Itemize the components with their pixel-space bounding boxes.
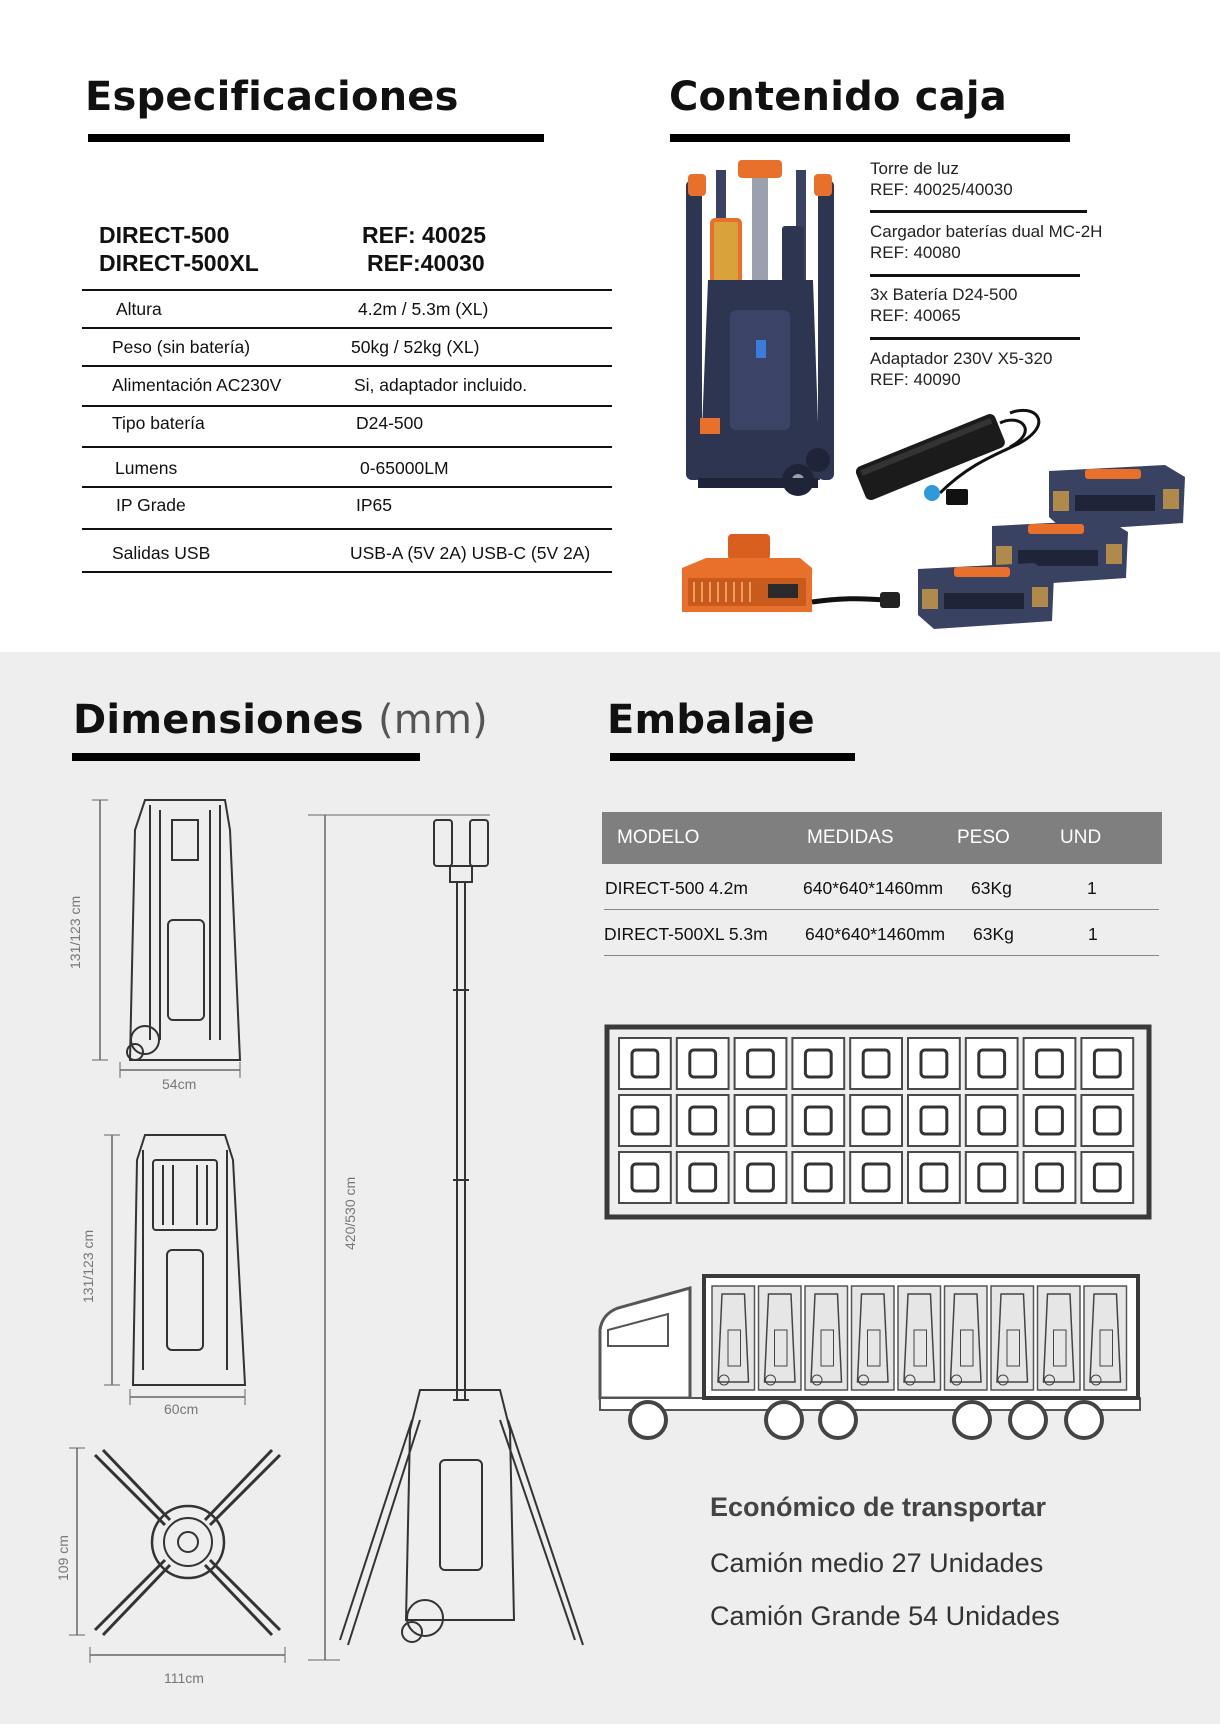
- pallet-unit: [921, 1164, 947, 1191]
- truck-wheel: [820, 1402, 856, 1438]
- packaging-title-underline: [610, 753, 855, 761]
- pallet-unit: [863, 1107, 889, 1134]
- pallet-unit: [1037, 1050, 1063, 1077]
- pallet-unit: [632, 1164, 658, 1191]
- packaging-table-header: [602, 812, 1162, 864]
- top-width-label: 111cm: [164, 1670, 204, 1686]
- header-und: UND: [1060, 827, 1102, 848]
- pallet-unit: [921, 1107, 947, 1134]
- pallet-unit: [632, 1050, 658, 1077]
- spec-model-1: DIRECT-500: [99, 222, 230, 248]
- pallet-unit: [1094, 1164, 1120, 1191]
- cell-und: 1: [1087, 878, 1097, 898]
- spec-row: [82, 530, 612, 573]
- spec-row: [82, 367, 612, 407]
- spec-value: D24-500: [356, 413, 424, 433]
- box-item: [870, 348, 1052, 390]
- truck-unit: [898, 1286, 941, 1390]
- transport-title: Económico de transportar: [710, 1492, 1047, 1522]
- truck-diagram: [598, 1270, 1144, 1440]
- extended-height-label: 420/530 cm: [342, 1176, 358, 1250]
- box-divider: [870, 210, 1087, 213]
- truck-wheel: [766, 1402, 802, 1438]
- pallet-grid-diagram: [604, 1024, 1152, 1220]
- truck-unit: [712, 1286, 755, 1390]
- spec-key: Salidas USB: [112, 543, 211, 563]
- box-item-name: Torre de luz: [870, 159, 959, 178]
- pallet-unit: [748, 1107, 774, 1134]
- truck-wheel: [630, 1402, 666, 1438]
- box-item-ref: REF: 40080: [870, 243, 961, 262]
- pallet-unit: [863, 1050, 889, 1077]
- truck-unit: [945, 1286, 988, 1390]
- spec-ref-2: REF:40030: [367, 250, 485, 276]
- pallet-unit: [805, 1164, 831, 1191]
- dimensions-title: [73, 697, 488, 743]
- spec-row: [82, 291, 612, 329]
- battery-image: [914, 553, 1059, 633]
- pallet-unit: [1037, 1107, 1063, 1134]
- front-width-label: 54cm: [162, 1076, 197, 1092]
- cell-peso: 63Kg: [971, 878, 1012, 898]
- packaging-table-row: [604, 864, 1159, 910]
- truck-wheel: [954, 1402, 990, 1438]
- spec-row: [82, 448, 612, 488]
- spec-value: 4.2m / 5.3m (XL): [358, 299, 489, 319]
- cell-medidas: 640*640*1460mm: [805, 924, 946, 944]
- box-item-ref: REF: 40065: [870, 306, 961, 325]
- dimensions-unit: (mm): [377, 697, 488, 743]
- box-item: [870, 158, 1013, 200]
- truck-wheel: [1066, 1402, 1102, 1438]
- pallet-unit: [805, 1107, 831, 1134]
- truck-unit: [1038, 1286, 1081, 1390]
- header-peso: PESO: [957, 827, 1010, 848]
- truck-unit: [852, 1286, 895, 1390]
- box-item: [870, 221, 1102, 263]
- header-medidas: MEDIDAS: [807, 827, 894, 848]
- spec-ref-1: REF: 40025: [362, 222, 487, 248]
- box-divider: [870, 337, 1080, 340]
- spec-value: 50kg / 52kg (XL): [351, 337, 480, 357]
- pallet-unit: [690, 1050, 716, 1077]
- header-modelo: MODELO: [617, 827, 700, 848]
- spec-value: 0-65000LM: [360, 458, 449, 478]
- top-height-label: 109 cm: [55, 1535, 71, 1581]
- specs-title-underline: [88, 134, 544, 142]
- charger-image: [680, 528, 910, 628]
- side-width-label: 60cm: [164, 1401, 199, 1417]
- spec-key: Altura: [116, 299, 162, 319]
- truck-unit: [805, 1286, 848, 1390]
- truck-unit: [1084, 1286, 1127, 1390]
- cell-und: 1: [1088, 924, 1098, 944]
- truck-unit: [991, 1286, 1034, 1390]
- pallet-unit: [921, 1050, 947, 1077]
- specs-title: Especificaciones: [85, 74, 459, 120]
- spec-value: Si, adaptador incluido.: [354, 375, 528, 395]
- pallet-unit: [979, 1050, 1005, 1077]
- box-item: [870, 284, 1017, 326]
- truck-unit: [759, 1286, 802, 1390]
- box-item-ref: REF: 40090: [870, 370, 961, 389]
- side-view-drawing: [75, 1120, 265, 1410]
- spec-row: [82, 329, 612, 367]
- packaging-table-row: [604, 910, 1159, 956]
- cell-modelo: DIRECT-500 4.2m: [605, 878, 748, 898]
- spec-model-2: DIRECT-500XL: [99, 250, 259, 276]
- box-title: Contenido caja: [669, 74, 1007, 120]
- pallet-unit: [805, 1050, 831, 1077]
- spec-row: [82, 407, 612, 448]
- pallet-unit: [1094, 1107, 1120, 1134]
- spec-value: IP65: [356, 495, 392, 515]
- pallet-unit: [748, 1050, 774, 1077]
- pallet-unit: [1037, 1164, 1063, 1191]
- cell-peso: 63Kg: [973, 924, 1014, 944]
- side-height-label: 131/123 cm: [80, 1229, 96, 1303]
- truck-wheel: [1010, 1402, 1046, 1438]
- pallet-unit: [979, 1164, 1005, 1191]
- pallet-unit: [632, 1107, 658, 1134]
- transport-line-2: Camión Grande 54 Unidades: [710, 1601, 1060, 1631]
- spec-key: Tipo batería: [112, 413, 205, 433]
- pallet-unit: [1094, 1050, 1120, 1077]
- box-item-ref: REF: 40025/40030: [870, 180, 1013, 199]
- box-divider: [870, 274, 1080, 277]
- spec-value: USB-A (5V 2A) USB-C (5V 2A): [350, 543, 591, 563]
- adapter-image: [850, 403, 1050, 508]
- spec-key: Alimentación AC230V: [112, 375, 282, 395]
- front-height-label: 131/123 cm: [67, 895, 83, 969]
- cell-medidas: 640*640*1460mm: [803, 878, 944, 898]
- spec-key: IP Grade: [116, 495, 186, 515]
- light-tower-image: [668, 160, 853, 525]
- box-item-name: 3x Batería D24-500: [870, 285, 1018, 304]
- box-title-underline: [670, 134, 1070, 142]
- pallet-unit: [979, 1107, 1005, 1134]
- pallet-unit: [748, 1164, 774, 1191]
- spec-row: [82, 488, 612, 530]
- dimensions-title-text: Dimensiones: [73, 697, 364, 743]
- cell-modelo: DIRECT-500XL 5.3m: [604, 924, 768, 944]
- spec-key: Peso (sin batería): [112, 337, 251, 357]
- transport-line-1: Camión medio 27 Unidades: [710, 1548, 1044, 1578]
- box-item-name: Adaptador 230V X5-320: [870, 349, 1053, 368]
- pallet-unit: [690, 1107, 716, 1134]
- front-view-drawing: [60, 790, 260, 1090]
- spec-key: Lumens: [115, 458, 178, 478]
- top-view-drawing: [55, 1440, 305, 1680]
- packaging-title: Embalaje: [607, 697, 815, 743]
- box-item-name: Cargador baterías dual MC-2H: [870, 222, 1103, 241]
- dimensions-title-underline: [72, 753, 420, 761]
- pallet-unit: [863, 1164, 889, 1191]
- pallet-unit: [690, 1164, 716, 1191]
